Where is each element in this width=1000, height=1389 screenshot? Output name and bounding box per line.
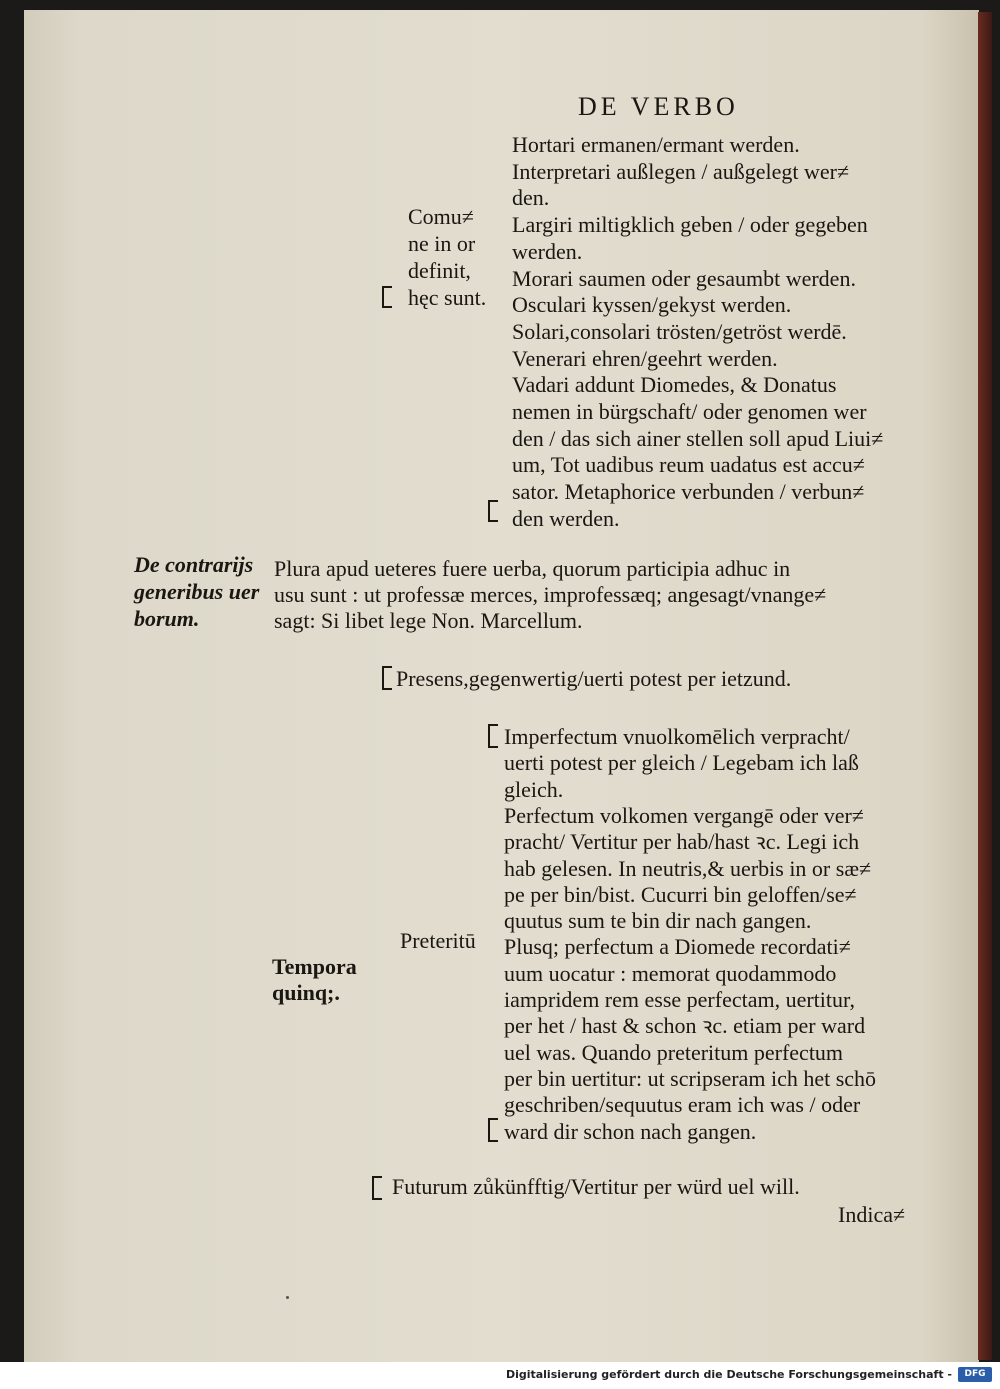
communia-margin-line-4: hęc sunt. xyxy=(408,285,487,310)
footer-text: Digitalisierung gefördert durch die Deutsche Forschungsgemeinschaft - xyxy=(505,1368,952,1381)
preteritum-line-1: Imperfectum vnuolkomēlich verpracht/ xyxy=(504,724,850,749)
communia-margin-line-2: ne in or xyxy=(408,231,476,256)
contrariis-line-3: sagt: Si libet lege Non. Marcellum. xyxy=(274,608,583,633)
ink-speck xyxy=(286,1296,289,1299)
communia-line-1: Hortari ermanen/ermant werden. xyxy=(512,132,800,157)
footer-bar xyxy=(0,1362,1000,1389)
communia-line-11: nemen in bürgschaft/ oder genomen wer xyxy=(512,399,867,424)
communia-line-10: Vadari addunt Diomedes, & Donatus xyxy=(512,372,837,398)
presens-line: Presens,gegenwertig/uerti potest per ietzund. xyxy=(396,666,792,691)
preteritum-line-14: per bin uertitur: ut scripseram ich het schō xyxy=(504,1065,877,1091)
futurum-brace xyxy=(372,1176,382,1200)
preteritum-line-3: gleich. xyxy=(504,776,564,802)
preteritum-line-7: pe per bin/bist. Cucurri bin geloffen/se≠ xyxy=(504,881,857,907)
preteritum-line-12: per het / hast & schon ꝛc. etiam per ward xyxy=(504,1013,866,1039)
futurum-line: Futurum zůkünfftig/Vertitur per würd uel will. xyxy=(392,1174,800,1199)
communia-line-8: Solari,consolari trösten/getröst werdē. xyxy=(512,318,847,344)
preteritum-line-10: uum uocatur : memorat quodammodo xyxy=(504,960,837,986)
communia-line-5: werden. xyxy=(512,238,583,264)
communia-brace-bottom xyxy=(488,500,498,522)
communia-line-14: sator. Metaphorice verbunden / verbun≠ xyxy=(512,479,865,505)
communia-line-9: Venerari ehren/geehrt werden. xyxy=(512,345,778,371)
communia-line-3: den. xyxy=(512,185,550,211)
preteritum-line-15: geschriben/sequutus eram ich was / oder xyxy=(504,1092,861,1118)
communia-margin-line-3: definit, xyxy=(408,258,471,283)
contrariis-margin-line-2: generibus uer xyxy=(134,579,260,604)
preteritum-brace-top xyxy=(488,724,498,748)
dfg-logo: DFG xyxy=(958,1367,992,1382)
contrariis-line-1: Plura apud ueteres fuere uerba, quorum participia adhuc in xyxy=(274,556,791,581)
communia-line-12: den / das sich ainer stellen soll apud Liui≠ xyxy=(512,425,884,451)
communia-line-15: den werden. xyxy=(512,505,620,531)
contrariis-margin-line-3: borum. xyxy=(134,606,200,631)
tempora-label-2: quinq;. xyxy=(272,980,340,1005)
preteritum-line-6: hab gelesen. In neutris,& uerbis in or sæ≠ xyxy=(504,855,872,881)
preteritum-line-2: uerti potest per gleich / Legebam ich laß xyxy=(504,750,859,776)
preteritum-label: Preteritū xyxy=(400,928,476,953)
preteritum-line-8: quutus sum te bin dir nach gangen. xyxy=(504,908,812,934)
presens-brace xyxy=(382,666,392,690)
catchword: Indica≠ xyxy=(838,1202,906,1227)
communia-brace xyxy=(382,286,392,308)
preteritum-line-5: pracht/ Vertitur per hab/hast ꝛc. Legi ich xyxy=(504,829,860,855)
contrariis-margin-line-1: De contrarijs xyxy=(134,552,254,577)
communia-line-6: Morari saumen oder gesaumbt werden. xyxy=(512,265,856,291)
preteritum-line-13: uel was. Quando preteritum perfectum xyxy=(504,1039,844,1065)
preteritum-brace-bottom xyxy=(488,1118,498,1142)
running-head: DE VERBO xyxy=(578,92,739,121)
communia-line-4: Largiri miltigklich geben / oder gegeben xyxy=(512,212,868,238)
contrariis-line-2: usu sunt : ut professæ merces, improfessæq; angesagt/vnange≠ xyxy=(274,582,827,607)
page-edge xyxy=(978,12,992,1360)
communia-line-2: Interpretari außlegen / außgelegt wer≠ xyxy=(512,158,850,184)
preteritum-line-11: iampridem rem esse perfectam, uertitur, xyxy=(504,987,855,1012)
communia-line-7: Osculari kyssen/gekyst werden. xyxy=(512,292,792,318)
preteritum-line-4: Perfectum volkomen vergangē oder ver≠ xyxy=(504,802,864,828)
preteritum-line-16: ward dir schon nach gangen. xyxy=(504,1118,757,1144)
communia-line-13: um, Tot uadibus reum uadatus est accu≠ xyxy=(512,452,865,478)
preteritum-line-9: Plusq; perfectum a Diomede recordati≠ xyxy=(504,934,851,960)
communia-margin-line-1: Comu≠ xyxy=(408,204,474,229)
tempora-label-1: Tempora xyxy=(272,954,357,979)
